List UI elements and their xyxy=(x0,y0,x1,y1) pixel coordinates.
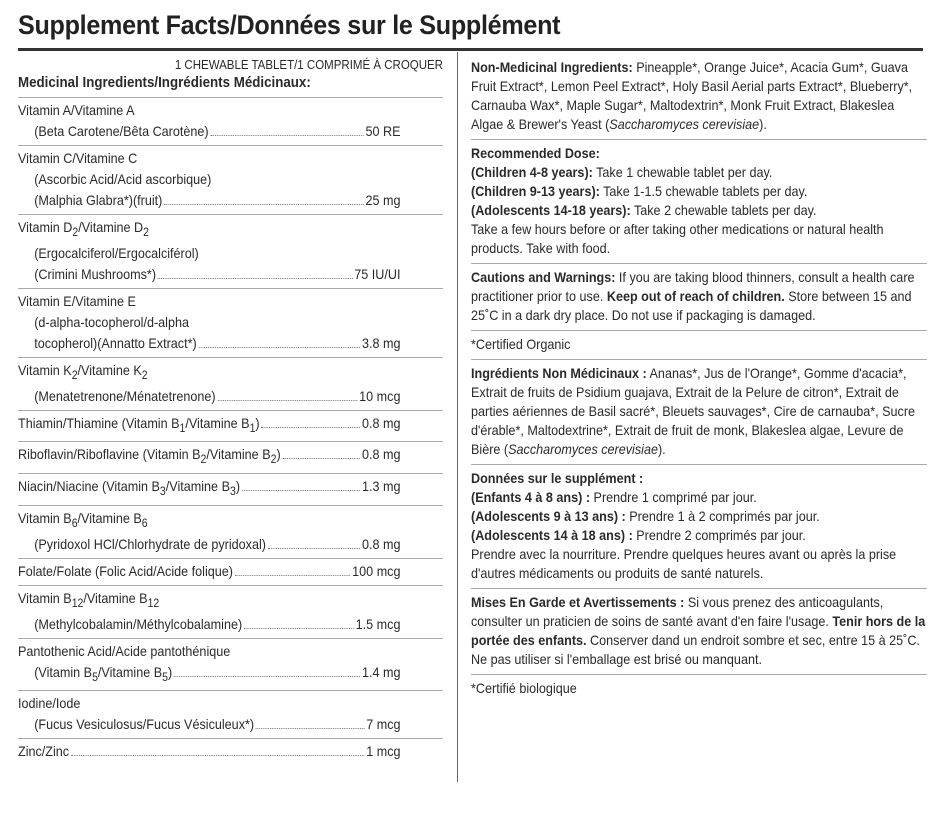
amount: 1 mcg xyxy=(366,743,401,760)
title-rule xyxy=(18,48,923,51)
amount: 25 mg xyxy=(365,192,401,208)
amount: 1.5 mcg xyxy=(355,615,401,632)
non-medicinal-ingredients: Non-Medicinal Ingredients: Pineapple*, Orange Juice*, Acacia Gum*, Guava Fruit Extract*, Lemon Peel Extract*, Holy Basil Aerial parts Extract*, Blueberry*, Carnauba Wax*, Maple Sugar*, Maltodextrin*, Monk Fruit Extract, Blakeslea Algae & Brewer's Yeast (Saccharomyces cerevisiae). xyxy=(471,58,927,140)
ingredient-iodine: Iodine/Iode (Fucus Vesiculosus/Fucus Vésiculeux*) 7 mcg xyxy=(18,690,443,738)
ingredient-riboflavin: Riboflavin/Riboflavine (Vitamin $B_2$/Vitamine $B_2$) 0.8 mg xyxy=(18,441,443,473)
amount: 1.4 mg xyxy=(361,663,401,680)
amount: 3.8 mg xyxy=(361,334,401,351)
info-column xyxy=(471,58,927,707)
medicinal-column xyxy=(18,58,443,765)
recommended-dose-fr: Données sur le supplément : (Enfants 4 à 8 ans) : Prendre 1 comprimé par jour. (Adolescents 9 à 13 ans) : Prendre 1 à 2 comprimés par jour. (Adolescents 14 à 18 ans) : Prendre 2 comprimés par jour. Prendre avec la nourriture. Prendre quelques heures avant ou après la prise d'autres médicaments ou produits de santé naturels. xyxy=(471,469,927,589)
ingredient-folate: Folate/Folate (Folic Acid/Acide folique) 100 mcg xyxy=(18,558,443,585)
amount: 7 mcg xyxy=(366,716,401,733)
certified-organic-note: *Certified Organic xyxy=(471,335,927,360)
amount: 1.3 mg xyxy=(361,478,401,495)
page-title: Supplement Facts/Données sur le Supplément xyxy=(18,10,561,40)
amount: 75 IU/UI xyxy=(354,265,401,282)
cautions-warnings: Cautions and Warnings: If you are taking blood thinners, consult a health care practitioner prior to use. Keep out of reach of children. Store between 15 and 25˚C in a dark dry place. Do not use if packaging is damaged. xyxy=(471,268,927,331)
ingredient-zinc: Zinc/Zinc 1 mcg xyxy=(18,738,443,765)
amount: 50 RE xyxy=(365,123,401,139)
ingredient-vitamin-d2: Vitamin $D_2$/Vitamine $D_2$ (Ergocalciferol/Ergocalciférol) (Crimini Mushrooms*) 75 IU/UI xyxy=(18,214,443,288)
recommended-dose: Recommended Dose: (Children 4-8 years): Take 1 chewable tablet per day. (Children 9-13 years): Take 1-1.5 chewable tablets per day. (Adolescents 14-18 years): Take 2 chewable tablets per day. Take a few hours before or after taking other medications or natural health products. Take with food. xyxy=(471,144,927,264)
ingredient-vitamin-b6: Vitamin $B_6$/Vitamine $B_6$ (Pyridoxol HCl/Chlorhydrate de pyridoxal) 0.8 mg xyxy=(18,505,443,558)
ingredient-vitamin-a: Vitamin A/Vitamine A (Beta Carotene/Bêta Carotène) 50 RE xyxy=(18,97,443,145)
ingredient-vitamin-b12: Vitamin $B_{12}$/Vitamine $B_{12}$ (Methylcobalamin/Méthylcobalamine) 1.5 mcg xyxy=(18,585,443,638)
cautions-warnings-fr: Mises En Garde et Avertissements : Si vous prenez des anticoagulants, consulter un praticien de soins de santé avant d'en faire l'usage. Tenir hors de la portée des enfants. Conserver dand un endroit sombre et sec, entre 15 à 25˚C. Ne pas utiliser si l'emballage est brisé ou manquant. xyxy=(471,593,927,675)
amount: 0.8 mg xyxy=(361,535,401,552)
amount: 0.8 mg xyxy=(361,414,401,431)
ingredient-niacin: Niacin/Niacine (Vitamin $B_3$/Vitamine $B_3$) 1.3 mg xyxy=(18,473,443,505)
medicinal-heading: Medicinal Ingredients/Ingrédients Médicinaux: xyxy=(18,75,311,91)
column-divider xyxy=(457,52,458,782)
serving-size: 1 CHEWABLE TABLET/1 COMPRIMÉ À CROQUER xyxy=(174,58,443,72)
ingredient-vitamin-c: Vitamin C/Vitamine C (Ascorbic Acid/Acid ascorbique) (Malphia Glabra*)(fruit) 25 mg xyxy=(18,145,443,214)
ingredient-pantothenic-acid: Pantothenic Acid/Acide pantothénique (Vitamin $B_5$/Vitamine $B_5$) 1.4 mg xyxy=(18,638,443,691)
certified-organic-note-fr: *Certifié biologique xyxy=(471,680,577,696)
amount: 100 mcg xyxy=(352,562,401,579)
amount: 0.8 mg xyxy=(361,446,401,463)
ingredient-vitamin-e: Vitamin E/Vitamine E (d-alpha-tocopherol/d-alpha tocopherol)(Annatto Extract*) 3.8 mg xyxy=(18,288,443,357)
ingredient-thiamin: Thiamin/Thiamine (Vitamin $B_1$/Vitamine $B_1$) 0.8 mg xyxy=(18,410,443,442)
non-medicinal-ingredients-fr: Ingrédients Non Médicinaux : Ananas*, Jus de l'Orange*, Gomme d'acacia*, Extrait de fruits de Psidium guajava, Extrait de la Pelure de citron*, Extrait de parties aériennes de Basil sacré*, Bleuets sauvages*, Cire de carnauba*, Sucre d'érable*, Maltodextrine*, Extrait de fruit de monk, Blakeslea algae, Levure de Bière (Saccharomyces cerevisiae). xyxy=(471,364,927,465)
ingredient-vitamin-k2: Vitamin $K_2$/Vitamine $K_2$ (Menatetrenone/Ménatetrenone) 10 mcg xyxy=(18,357,443,410)
amount: 10 mcg xyxy=(359,387,401,404)
